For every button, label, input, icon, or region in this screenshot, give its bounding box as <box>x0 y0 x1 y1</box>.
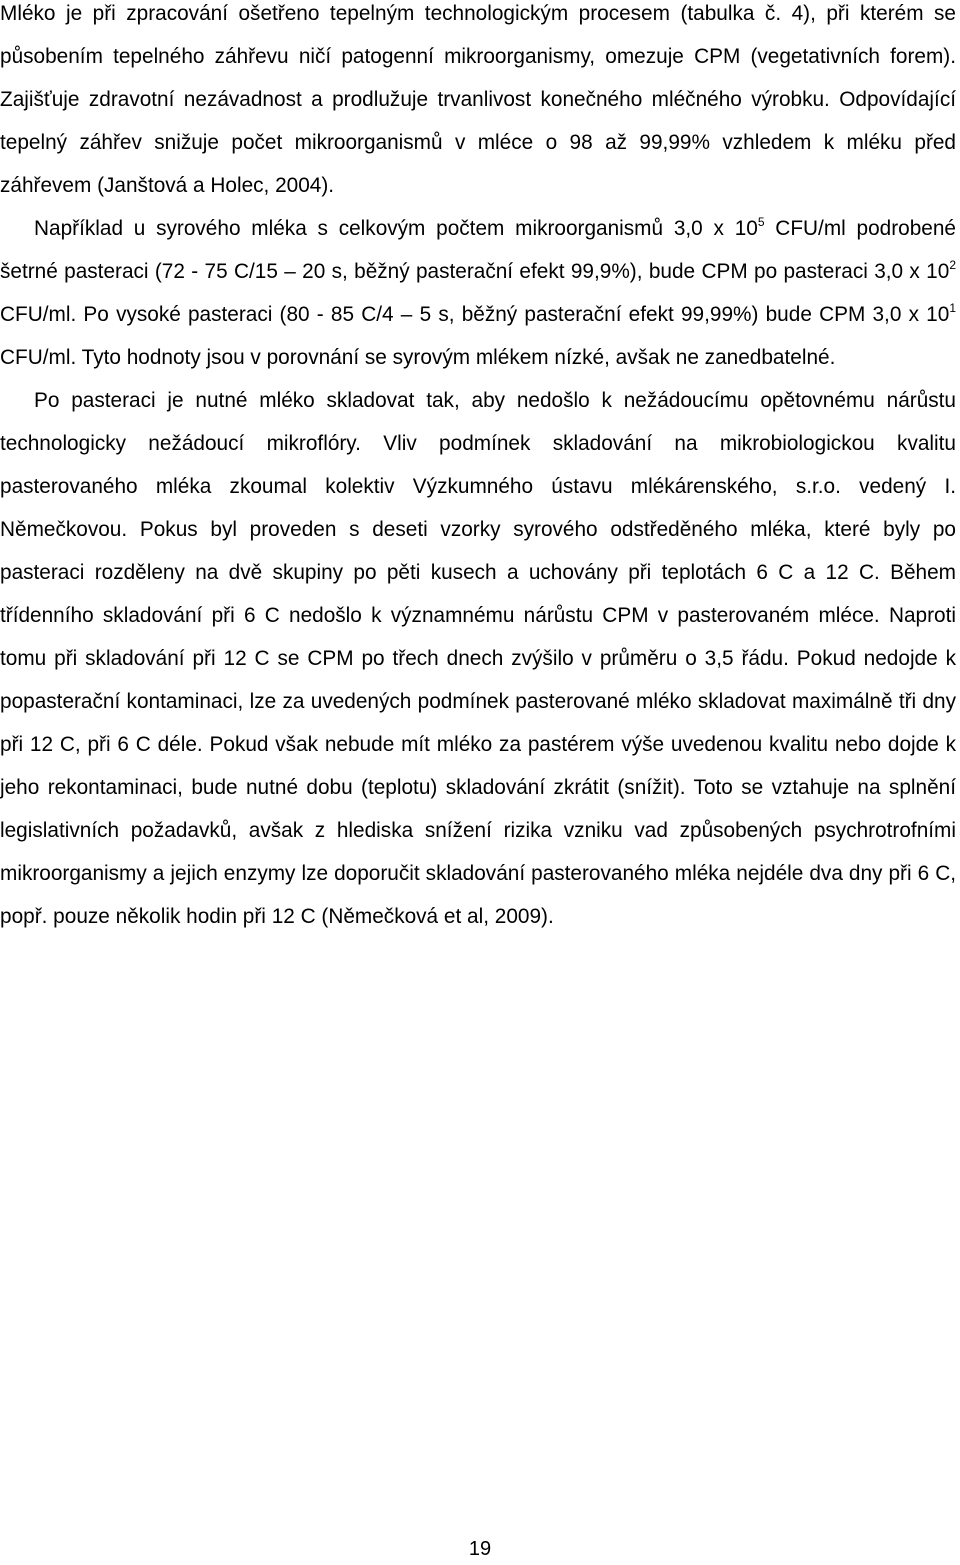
page-number: 19 <box>468 1538 492 1560</box>
exponent-1: 1 <box>949 301 956 315</box>
paragraph-pasteurization-example <box>0 207 956 379</box>
exponent-5: 5 <box>757 215 765 229</box>
paragraph-2-text-d: CFU/ml. Tyto hodnoty jsou v porovnání se syrovým mlékem nízké, avšak ne zanedbatelné. <box>0 346 836 369</box>
exponent-2: 2 <box>949 258 956 272</box>
paragraph-2-text-c: CFU/ml. Po vysoké pasteraci (80 - 85 C/4 – 5 s, běžný pasterační efekt 99,99%) bude CPM 3,0 x 10 <box>0 303 950 326</box>
paragraph-1-text: Mléko je při zpracování ošetřeno tepelným technologickým procesem (tabulka č. 4), při kterém se působením tepelného záhřevu ničí patogenní mikroorganismy, omezuje CPM (vegetativních forem). Zajišťuje zdravotní nezávadnost a prodlužuje trvanlivost konečného mléčného výrobku. Odpovídající tepelný záhřev snižuje počet mikroorganismů v mléce o 98 až 99,99% vzhledem k mléku před záhřevem (Janštová a Holec, 2004). <box>0 2 956 197</box>
paragraph-storage-conditions <box>0 379 956 938</box>
paragraph-2-text-a: Například u syrového mléka s celkovým počtem mikroorganismů 3,0 x 10 <box>34 217 758 240</box>
paragraph-2-text-b: CFU/ml podrobené šetrné pasteraci (72 - 75 C/15 – 20 s, běžný pasterační efekt 99,9%), bude CPM po pasteraci 3,0 x 10 <box>0 217 957 283</box>
paragraph-3-text: Po pasteraci je nutné mléko skladovat tak, aby nedošlo k nežádoucímu opětovnému nárůstu technologicky nežádoucí mikroflóry. Vliv podmínek skladování na mikrobiologickou kvalitu pasterovaného mléka zkoumal kolektiv Výzkumného ústavu mlékárenského, s.r.o. vedený I. Němečkovou. Pokus byl proveden s deseti vzorky syrového odstředěného mléka, které byly po pasteraci rozděleny na dvě skupiny po pěti kusech a uchovány při teplotách 6 C a 12 C. Během třídenního skladování při 6 C nedošlo k významnému nárůstu CPM v pasterovaném mléce. Naproti tomu při skladování při 12 C se CPM po třech dnech zvýšilo v průměru o 3,5 řádu. Pokud nedojde k popasterační kontaminaci, lze za uvedených podmínek pasterované mléko skladovat maximálně tři dny při 12 C, při 6 C déle. Pokud však nebude mít mléko za pastérem výše uvedenou kvalitu nebo dojde k jeho rekontaminaci, bude nutné dobu (teplotu) skladování zkrátit (snížit). Toto se vztahuje na splnění legislativních požadavků, avšak z hlediska snížení rizika vzniku vad způsobených psychrotrofními mikroorganismy a jejich enzymy lze doporučit skladování pasterovaného mléka nejdéle dva dny při 6 C, popř. pouze několik hodin při 12 C (Němečková et al, 2009). <box>0 389 956 928</box>
paragraph-heat-treatment <box>0 0 956 207</box>
